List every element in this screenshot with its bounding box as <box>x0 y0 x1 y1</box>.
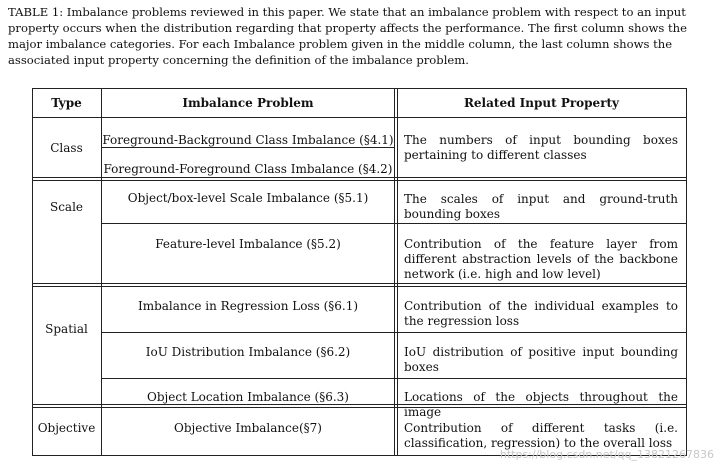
property-scales: The scales of input and ground-truth bounding boxes <box>404 192 678 221</box>
watermark-text: https://blog.csdn.net/qq_13821267836 <box>499 448 714 461</box>
scale-group-rule <box>32 283 687 287</box>
header-type: Type <box>51 96 82 110</box>
property-feature-layer: Contribution of the feature layer from different abstraction levels of the backbone network (i.e. high and low level) <box>404 237 678 281</box>
problem-object-location: Object Location Imbalance (§6.3) <box>147 390 349 404</box>
spatial-inner-rule-1 <box>101 332 687 333</box>
scale-inner-rule <box>101 223 687 224</box>
type-spatial: Spatial <box>45 322 88 336</box>
problem-feature-level: Feature-level Imbalance (§5.2) <box>155 237 341 251</box>
property-object-locations: Locations of the objects throughout the image <box>404 390 678 419</box>
type-class: Class <box>50 141 83 155</box>
problem-object-scale: Object/box-level Scale Imbalance (§5.1) <box>127 191 369 205</box>
class-group-rule <box>32 177 687 181</box>
property-task-contribution: Contribution of different tasks (i.e. classification, regression) to the overall loss <box>404 421 678 450</box>
type-objective: Objective <box>37 421 96 435</box>
type-scale: Scale <box>49 200 84 214</box>
header-rule <box>32 117 687 118</box>
table-border-right <box>686 89 687 455</box>
table-caption: TABLE 1: Imbalance problems reviewed in this paper. We state that an imbalance problem with respect to an input property occurs when the distribution regarding that property affects the performance. The first column shows the major imbalance categories. For each Imbalance problem given in the middle column, the last column shows the associated input property concerning the definition of the imbalance problem. <box>8 5 688 67</box>
property-class-counts: The numbers of input bounding boxes pertaining to different classes <box>404 133 678 162</box>
problem-objective: Objective Imbalance(§7) <box>174 421 322 435</box>
property-individual-examples: Contribution of the individual examples to the regression loss <box>404 299 678 328</box>
problem-fg-bg-class: Foreground-Background Class Imbalance (§4.1) <box>102 133 394 147</box>
property-iou-distribution: IoU distribution of positive input bounding boxes <box>404 345 678 374</box>
problem-fg-fg-class: Foreground-Foreground Class Imbalance (§4.2) <box>103 162 393 176</box>
imbalance-table <box>32 88 687 456</box>
column-divider-problem <box>394 89 398 455</box>
problem-regression-loss: Imbalance in Regression Loss (§6.1) <box>137 299 359 313</box>
header-property: Related Input Property <box>463 96 620 110</box>
spatial-inner-rule-2 <box>101 378 687 379</box>
header-problem: Imbalance Problem <box>182 96 314 110</box>
problem-iou-distribution: IoU Distribution Imbalance (§6.2) <box>145 345 351 359</box>
